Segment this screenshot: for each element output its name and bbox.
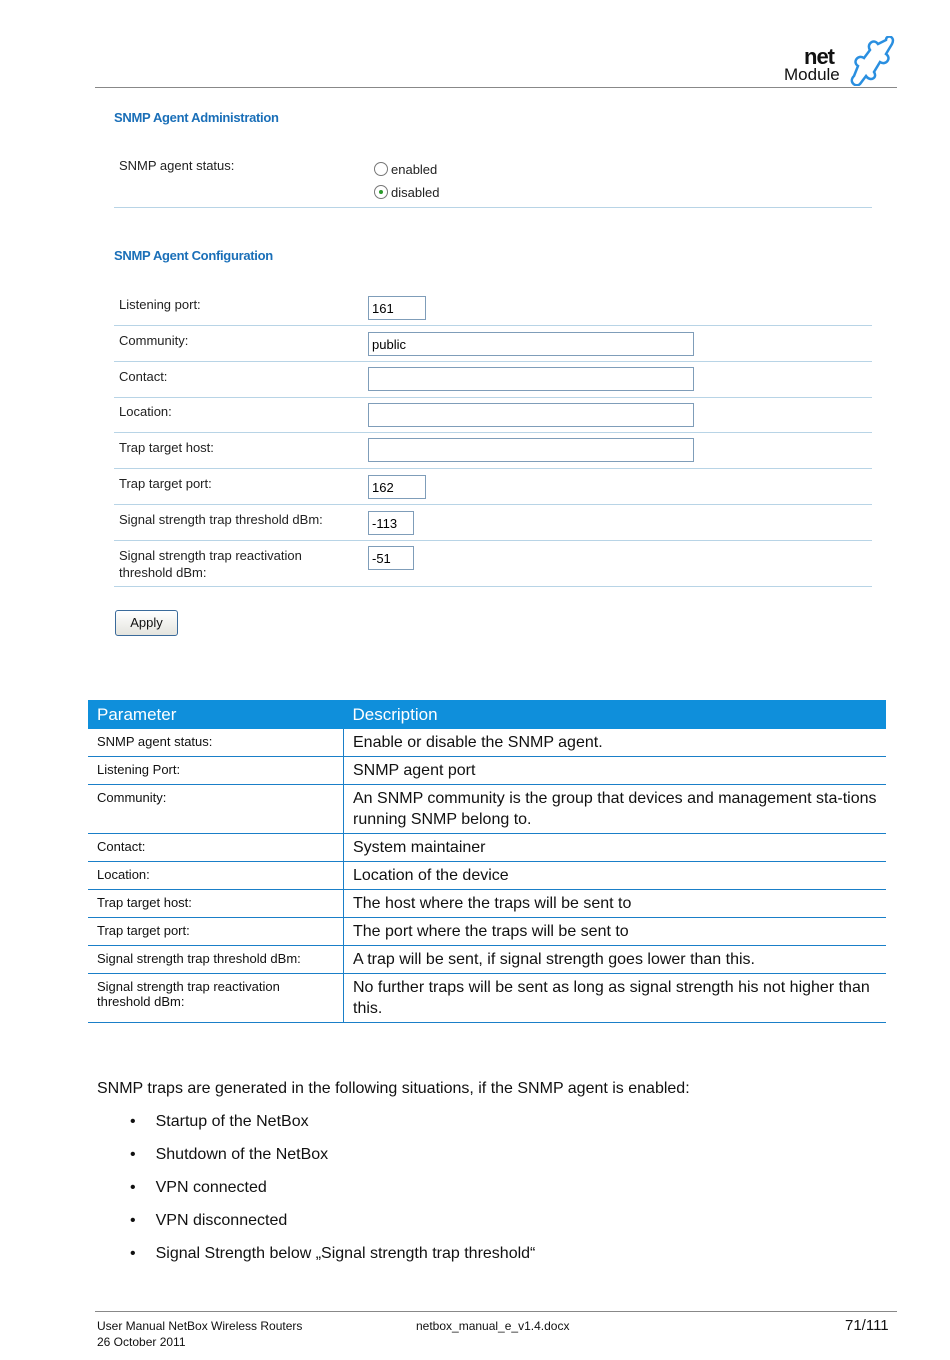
header-rule <box>95 87 897 88</box>
label-location: Location: <box>119 404 172 419</box>
divider <box>114 586 872 587</box>
param-cell: Trap target port: <box>88 918 344 946</box>
logo-text-module: Module <box>784 65 840 84</box>
table-row <box>88 918 886 946</box>
listening-port-input[interactable] <box>368 296 426 320</box>
trap-port-input[interactable] <box>368 475 426 499</box>
parameter-table <box>88 700 886 1023</box>
desc-cell: No further traps will be sent as long as signal strength his not higher than this. <box>344 974 887 1023</box>
bullet-item: • Startup of the NetBox <box>130 1113 309 1130</box>
netmodule-logo <box>784 36 896 86</box>
table-row <box>88 862 886 890</box>
bullet-text: Signal Strength below „Signal strength trap threshold“ <box>155 1245 536 1262</box>
label-threshold: Signal strength trap threshold dBm: <box>119 512 323 527</box>
threshold-input[interactable] <box>368 511 414 535</box>
table-row <box>88 785 886 834</box>
table-row <box>88 729 886 757</box>
param-cell: Signal strength trap threshold dBm: <box>88 946 344 974</box>
radio-enabled[interactable] <box>374 162 437 177</box>
param-cell: Listening Port: <box>88 757 344 785</box>
footer-date: 26 October 2011 <box>97 1335 186 1349</box>
contact-input[interactable] <box>368 367 694 391</box>
radio-disabled[interactable] <box>374 185 439 200</box>
divider <box>114 540 872 541</box>
footer-title: User Manual NetBox Wireless Routers <box>97 1319 303 1333</box>
header-parameter: Parameter <box>88 700 344 729</box>
section-title-config: SNMP Agent Configuration <box>114 248 273 263</box>
traps-intro: SNMP traps are generated in the following situations, if the SNMP agent is enabled: <box>97 1080 690 1097</box>
divider <box>114 504 872 505</box>
label-trap-host: Trap target host: <box>119 440 214 455</box>
label-contact: Contact: <box>119 369 168 384</box>
reactivation-threshold-input[interactable] <box>368 546 414 570</box>
label-reactivation-threshold: Signal strength trap reactivation threshold dBm: <box>119 548 302 580</box>
radio-label: disabled <box>391 185 440 200</box>
radio-checked-icon[interactable] <box>374 185 388 199</box>
section-title-admin: SNMP Agent Administration <box>114 110 279 125</box>
label-listening-port: Listening port: <box>119 297 201 312</box>
divider <box>114 397 872 398</box>
desc-cell: An SNMP community is the group that devices and management sta-tions running SNMP belong to. <box>344 785 887 834</box>
table-row <box>88 946 886 974</box>
desc-cell: Location of the device <box>344 862 887 890</box>
divider <box>114 207 872 208</box>
radio-label: enabled <box>391 162 438 177</box>
radio-icon[interactable] <box>374 162 388 176</box>
desc-cell: System maintainer <box>344 834 887 862</box>
param-cell: Community: <box>88 785 344 834</box>
bullet-item: • Signal Strength below „Signal strength trap threshold“ <box>130 1245 536 1262</box>
header-description: Description <box>344 700 887 729</box>
bullet-item: • Shutdown of the NetBox <box>130 1146 329 1163</box>
bullet-item: • VPN disconnected <box>130 1212 288 1229</box>
param-cell: Location: <box>88 862 344 890</box>
label-trap-port: Trap target port: <box>119 476 212 491</box>
footer-rule <box>95 1311 897 1312</box>
community-input[interactable] <box>368 332 694 356</box>
bullet-text: Startup of the NetBox <box>155 1113 309 1130</box>
bullet-text: Shutdown of the NetBox <box>155 1146 329 1163</box>
apply-button[interactable]: Apply <box>115 610 178 636</box>
desc-cell: The host where the traps will be sent to <box>344 890 887 918</box>
table-row <box>88 757 886 785</box>
param-cell: SNMP agent status: <box>88 729 344 757</box>
label-community: Community: <box>119 333 189 348</box>
desc-cell: SNMP agent port <box>344 757 887 785</box>
divider <box>114 468 872 469</box>
table-row <box>88 834 886 862</box>
location-input[interactable] <box>368 403 694 427</box>
param-cell: Signal strength trap reactivation threshold dBm: <box>88 974 344 1023</box>
divider <box>114 432 872 433</box>
agent-status-label: SNMP agent status: <box>119 158 235 173</box>
bullet-item: • VPN connected <box>130 1179 267 1196</box>
table-row <box>88 974 886 1023</box>
bullet-text: VPN connected <box>155 1179 267 1196</box>
desc-cell: A trap will be sent, if signal strength goes lower than this. <box>344 946 887 974</box>
page-number: 71/111 <box>845 1317 889 1334</box>
divider <box>114 325 872 326</box>
bullet-text: VPN disconnected <box>155 1212 288 1229</box>
param-cell: Contact: <box>88 834 344 862</box>
table-row <box>88 890 886 918</box>
param-cell: Trap target host: <box>88 890 344 918</box>
puzzle-icon <box>850 36 896 86</box>
divider <box>114 361 872 362</box>
logo-text-net: net <box>804 44 834 69</box>
desc-cell: Enable or disable the SNMP agent. <box>344 729 887 757</box>
desc-cell: The port where the traps will be sent to <box>344 918 887 946</box>
footer-filename: netbox_manual_e_v1.4.docx <box>416 1319 570 1333</box>
trap-host-input[interactable] <box>368 438 694 462</box>
